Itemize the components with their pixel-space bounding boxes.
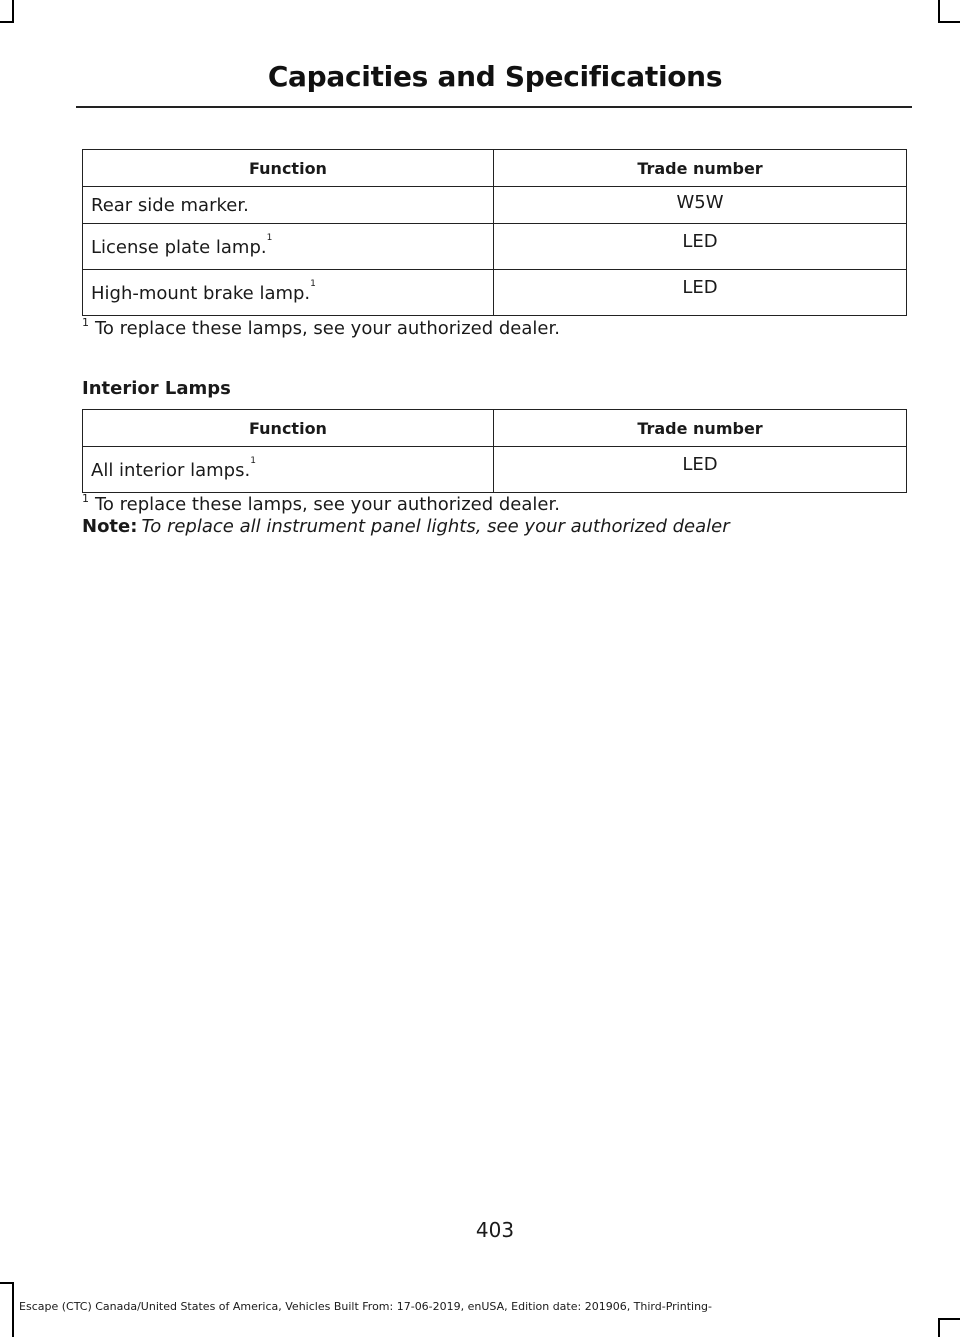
- footer-text: Escape (CTC) Canada/United States of America, Vehicles Built From: 17-06-2019, enUSA, Edition date: 201906, Third-Printing-: [19, 1300, 712, 1313]
- function-cell: [83, 447, 494, 493]
- footnote-reference: 1: [250, 456, 256, 466]
- function-text: License plate lamp.: [91, 237, 267, 258]
- footnote-reference: 1: [266, 233, 273, 243]
- column-header-function: Function: [83, 150, 494, 187]
- crop-mark: [938, 0, 940, 21]
- table-footnote: [82, 318, 560, 339]
- trade-number-cell: LED: [494, 224, 907, 270]
- footnote-mark: 1: [82, 316, 89, 329]
- footnote-text: To replace these lamps, see your authorized dealer.: [95, 318, 560, 339]
- table-row: [83, 187, 907, 224]
- function-text: All interior lamps.: [91, 460, 251, 481]
- crop-mark: [938, 1318, 960, 1320]
- section-heading: Interior Lamps: [82, 378, 231, 399]
- column-header-function: Function: [83, 410, 494, 447]
- table-row: [83, 447, 907, 493]
- note-label: Note:: [82, 516, 138, 537]
- footnote-text: To replace these lamps, see your authorized dealer.: [95, 494, 560, 515]
- interior-lamps-table: [82, 409, 907, 493]
- footnote-mark: 1: [82, 492, 89, 505]
- crop-mark: [12, 0, 14, 21]
- function-cell: [83, 224, 494, 270]
- note-text: To replace all instrument panel lights, see your authorized dealer: [141, 516, 730, 537]
- function-text: Rear side marker.: [91, 195, 249, 216]
- function-cell: [83, 187, 494, 224]
- table-row: [83, 270, 907, 316]
- trade-number-cell: LED: [494, 447, 907, 493]
- column-header-trade-number: Trade number: [494, 150, 907, 187]
- exterior-lamps-table: [82, 149, 907, 316]
- table-row: [83, 224, 907, 270]
- trade-number-cell: LED: [494, 270, 907, 316]
- trade-number-cell: W5W: [494, 187, 907, 224]
- table-footnote: [82, 494, 560, 515]
- page-title: Capacities and Specifications: [267, 60, 723, 93]
- column-header-trade-number: Trade number: [494, 410, 907, 447]
- table-header-row: [83, 410, 907, 447]
- title-divider: [76, 106, 912, 108]
- table-header-row: [83, 150, 907, 187]
- crop-mark: [0, 1282, 14, 1284]
- footnote-reference: 1: [310, 279, 316, 289]
- function-text: High-mount brake lamp.: [91, 283, 311, 304]
- crop-mark: [0, 21, 14, 23]
- function-cell: [83, 270, 494, 316]
- page-number: 403: [475, 1218, 515, 1242]
- crop-mark: [938, 21, 960, 23]
- crop-mark: [938, 1318, 940, 1337]
- note: [82, 516, 730, 537]
